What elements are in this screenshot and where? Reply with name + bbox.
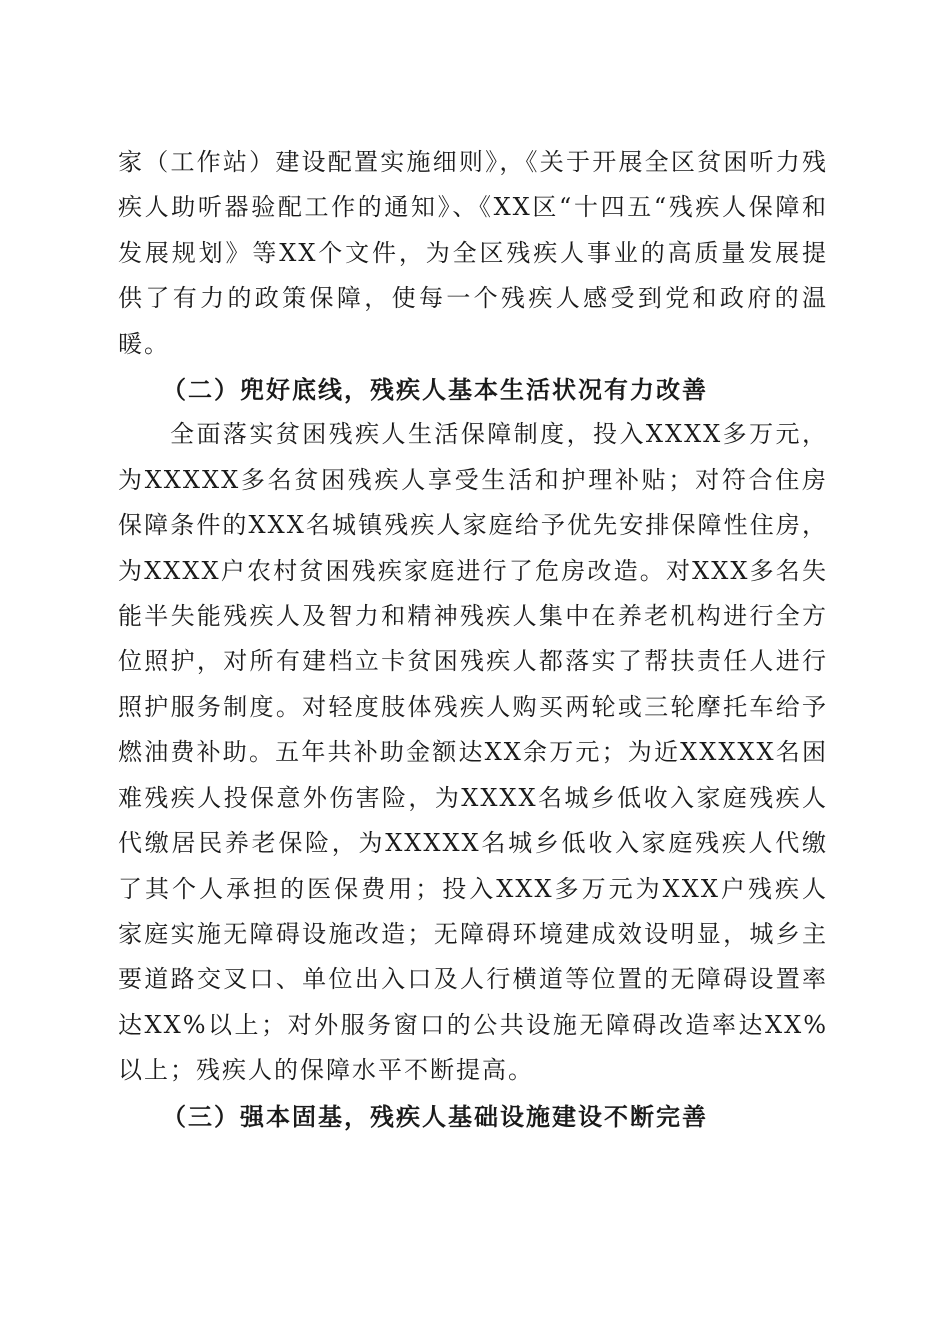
section-heading-3: （三）强本固基，残疾人基础设施建设不断完善 [162,1101,708,1131]
section-heading-2: （二）兜好底线，残疾人基本生活状况有力改善 [162,375,708,405]
paragraph-policy-documents: 家（工作站）建设配置实施细则》，《关于开展全区贫困听力残疾人助听器验配工作的通知》、《XX区“十四五“残疾人保障和发展规划》等XX个文件，为全区残疾人事业的高质量发展提供了有力的政策保障，使每一个残疾人感受到党和政府的温暖。 [118,148,828,358]
document-body [118,140,828,1139]
paragraph-living-security: 全面落实贫困残疾人生活保障制度，投入XXXX多万元，为XXXXX多名贫困残疾人享受生活和护理补贴；对符合住房保障条件的XXX名城镇残疾人家庭给予优先安排保障性住房，为XXXX户农村贫困残疾家庭进行了危房改造。对XXX多名失能半失能残疾人及智力和精神残疾人集中在养老机构进行全方位照护，对所有建档立卡贫困残疾人都落实了帮扶责任人进行照护服务制度。对轻度肢体残疾人购买两轮或三轮摩托车给予燃油费补助。五年共补助金额达XX余万元；为近XXXXX名困难残疾人投保意外伤害险，为XXXX名城乡低收入家庭残疾人代缴居民养老保险，为XXXXX名城乡低收入家庭残疾人代缴了其个人承担的医保费用；投入XXX多万元为XXX户残疾人家庭实施无障碍设施改造；无障碍环境建成效设明显，城乡主要道路交叉口、单位出入口及人行横道等位置的无障碍设置率达XX%以上；对外服务窗口的公共设施无障碍改造率达XX%以上；残疾人的保障水平不断提高。 [118,420,828,1085]
